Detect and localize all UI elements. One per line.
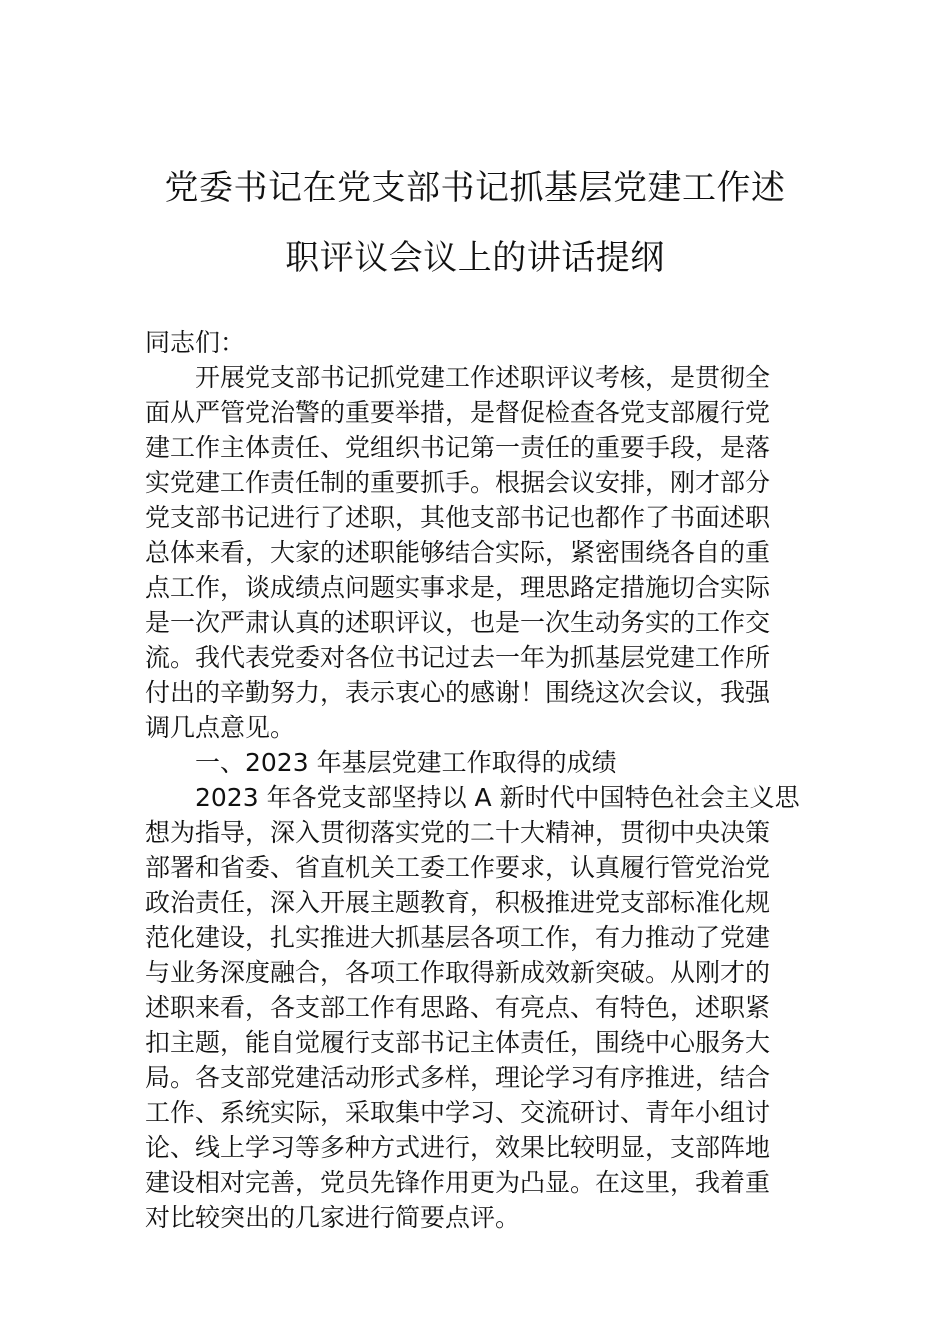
paragraph-2-line: 部署和省委、省直机关工委工作要求，认真履行管党治党 (145, 853, 771, 882)
paragraph-2-line: 对比较突出的几家进行简要点评。 (145, 1203, 521, 1232)
paragraph-1-line: 开展党支部书记抓党建工作述职评议考核，是贯彻全 (195, 363, 771, 392)
paragraph-1-line: 面从严管党治警的重要举措，是督促检查各党支部履行党 (145, 398, 771, 427)
paragraph-2-line: 与业务深度融合，各项工作取得新成效新突破。从刚才的 (145, 958, 771, 987)
paragraph-1-line: 付出的辛勤努力，表示衷心的感谢！围绕这次会议，我强 (145, 678, 771, 707)
section-heading-1: 一、2023 年基层党建工作取得的成绩 (195, 748, 617, 777)
paragraph-2-line: 述职来看，各支部工作有思路、有亮点、有特色，述职紧 (145, 993, 771, 1022)
paragraph-1 (145, 360, 810, 745)
paragraph-1-line: 是一次严肃认真的述职评议，也是一次生动务实的工作交 (145, 608, 771, 637)
greeting: 同志们： (145, 328, 246, 357)
paragraph-1-line: 流。我代表党委对各位书记过去一年为抓基层党建工作所 (145, 643, 771, 672)
paragraph-2-line: 扣主题，能自觉履行支部书记主体责任，围绕中心服务大 (145, 1028, 771, 1057)
paragraph-2-line: 局。各支部党建活动形式多样，理论学习有序推进，结合 (145, 1063, 771, 1092)
paragraph-2-line: 工作、系统实际，采取集中学习、交流研讨、青年小组讨 (145, 1098, 771, 1127)
document-title-line-2: 职评议会议上的讲话提纲 (285, 238, 665, 278)
document-body (145, 325, 810, 1235)
paragraph-2 (145, 780, 810, 1235)
paragraph-1-line: 建工作主体责任、党组织书记第一责任的重要手段，是落 (145, 433, 771, 462)
paragraph-2-line: 想为指导，深入贯彻落实党的二十大精神，贯彻中央决策 (145, 818, 771, 847)
paragraph-2-line: 2023 年各党支部坚持以 A 新时代中国特色社会主义思 (195, 783, 800, 812)
paragraph-2-line: 政治责任，深入开展主题教育，积极推进党支部标准化规 (145, 888, 771, 917)
paragraph-1-line: 点工作，谈成绩点问题实事求是，理思路定措施切合实际 (145, 573, 771, 602)
paragraph-2-line: 论、线上学习等多种方式进行，效果比较明显，支部阵地 (145, 1133, 771, 1162)
paragraph-1-line: 党支部书记进行了述职，其他支部书记也都作了书面述职 (145, 503, 771, 532)
paragraph-2-line: 建设相对完善，党员先锋作用更为凸显。在这里，我着重 (145, 1168, 771, 1197)
paragraph-1-line: 总体来看，大家的述职能够结合实际，紧密围绕各自的重 (145, 538, 771, 567)
document-title-line-1: 党委书记在党支部书记抓基层党建工作述 (164, 168, 786, 208)
paragraph-1-line: 调几点意见。 (145, 713, 296, 742)
paragraph-1-line: 实党建工作责任制的重要抓手。根据会议安排，刚才部分 (145, 468, 771, 497)
paragraph-2-line: 范化建设，扎实推进大抓基层各项工作，有力推动了党建 (145, 923, 771, 952)
